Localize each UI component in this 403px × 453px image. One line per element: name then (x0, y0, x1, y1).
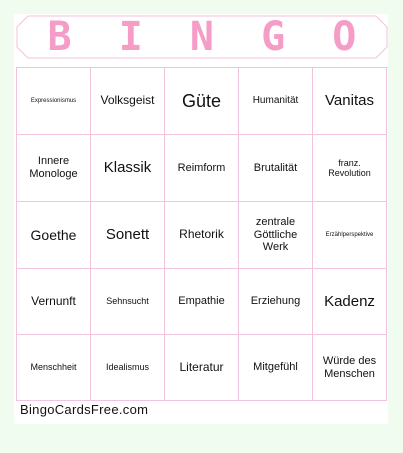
header-letters (16, 15, 388, 59)
header-letter-o: O (332, 14, 357, 60)
bingo-cell[interactable]: Empathie (165, 269, 239, 335)
bingo-header (16, 15, 388, 59)
bingo-cell[interactable]: Erzählperspektive (313, 202, 387, 269)
bingo-cell[interactable]: Sehnsucht (91, 269, 165, 335)
bingo-cell[interactable]: Idealismus (91, 335, 165, 401)
header-letter-g: G (261, 14, 286, 60)
bingo-cell[interactable]: Menschheit (17, 335, 91, 401)
header-letter-i: I (118, 14, 143, 60)
bingo-cell[interactable]: Goethe (17, 202, 91, 269)
bingo-cell[interactable]: Kadenz (313, 269, 387, 335)
bingo-cell[interactable]: Reimform (165, 135, 239, 202)
bingo-cell[interactable]: Sonett (91, 202, 165, 269)
bingo-cell[interactable]: Rhetorik (165, 202, 239, 269)
bingo-card (14, 14, 388, 424)
bingo-cell[interactable]: Mitgefühl (239, 335, 313, 401)
bingo-cell[interactable]: Güte (165, 68, 239, 135)
bingo-cell[interactable]: Würde des Menschen (313, 335, 387, 401)
bingo-cell[interactable]: Expressionismus (17, 68, 91, 135)
bingo-cell[interactable]: Vernunft (17, 269, 91, 335)
brand-footer: BingoCardsFree.com (20, 402, 149, 417)
bingo-grid (16, 67, 388, 401)
bingo-cell[interactable]: Klassik (91, 135, 165, 202)
bingo-cell[interactable]: Humanität (239, 68, 313, 135)
bingo-cell[interactable]: Erziehung (239, 269, 313, 335)
bingo-cell[interactable]: franz. Revolution (313, 135, 387, 202)
header-letter-n: N (189, 14, 215, 60)
bingo-cell[interactable]: Volksgeist (91, 68, 165, 135)
bingo-cell[interactable]: zentrale Göttliche Werk (239, 202, 313, 269)
bingo-cell[interactable]: Literatur (165, 335, 239, 401)
bingo-cell[interactable]: Innere Monologe (17, 135, 91, 202)
bingo-cell[interactable]: Brutalität (239, 135, 313, 202)
bingo-cell[interactable]: Vanitas (313, 68, 387, 135)
header-letter-b: B (47, 14, 72, 60)
